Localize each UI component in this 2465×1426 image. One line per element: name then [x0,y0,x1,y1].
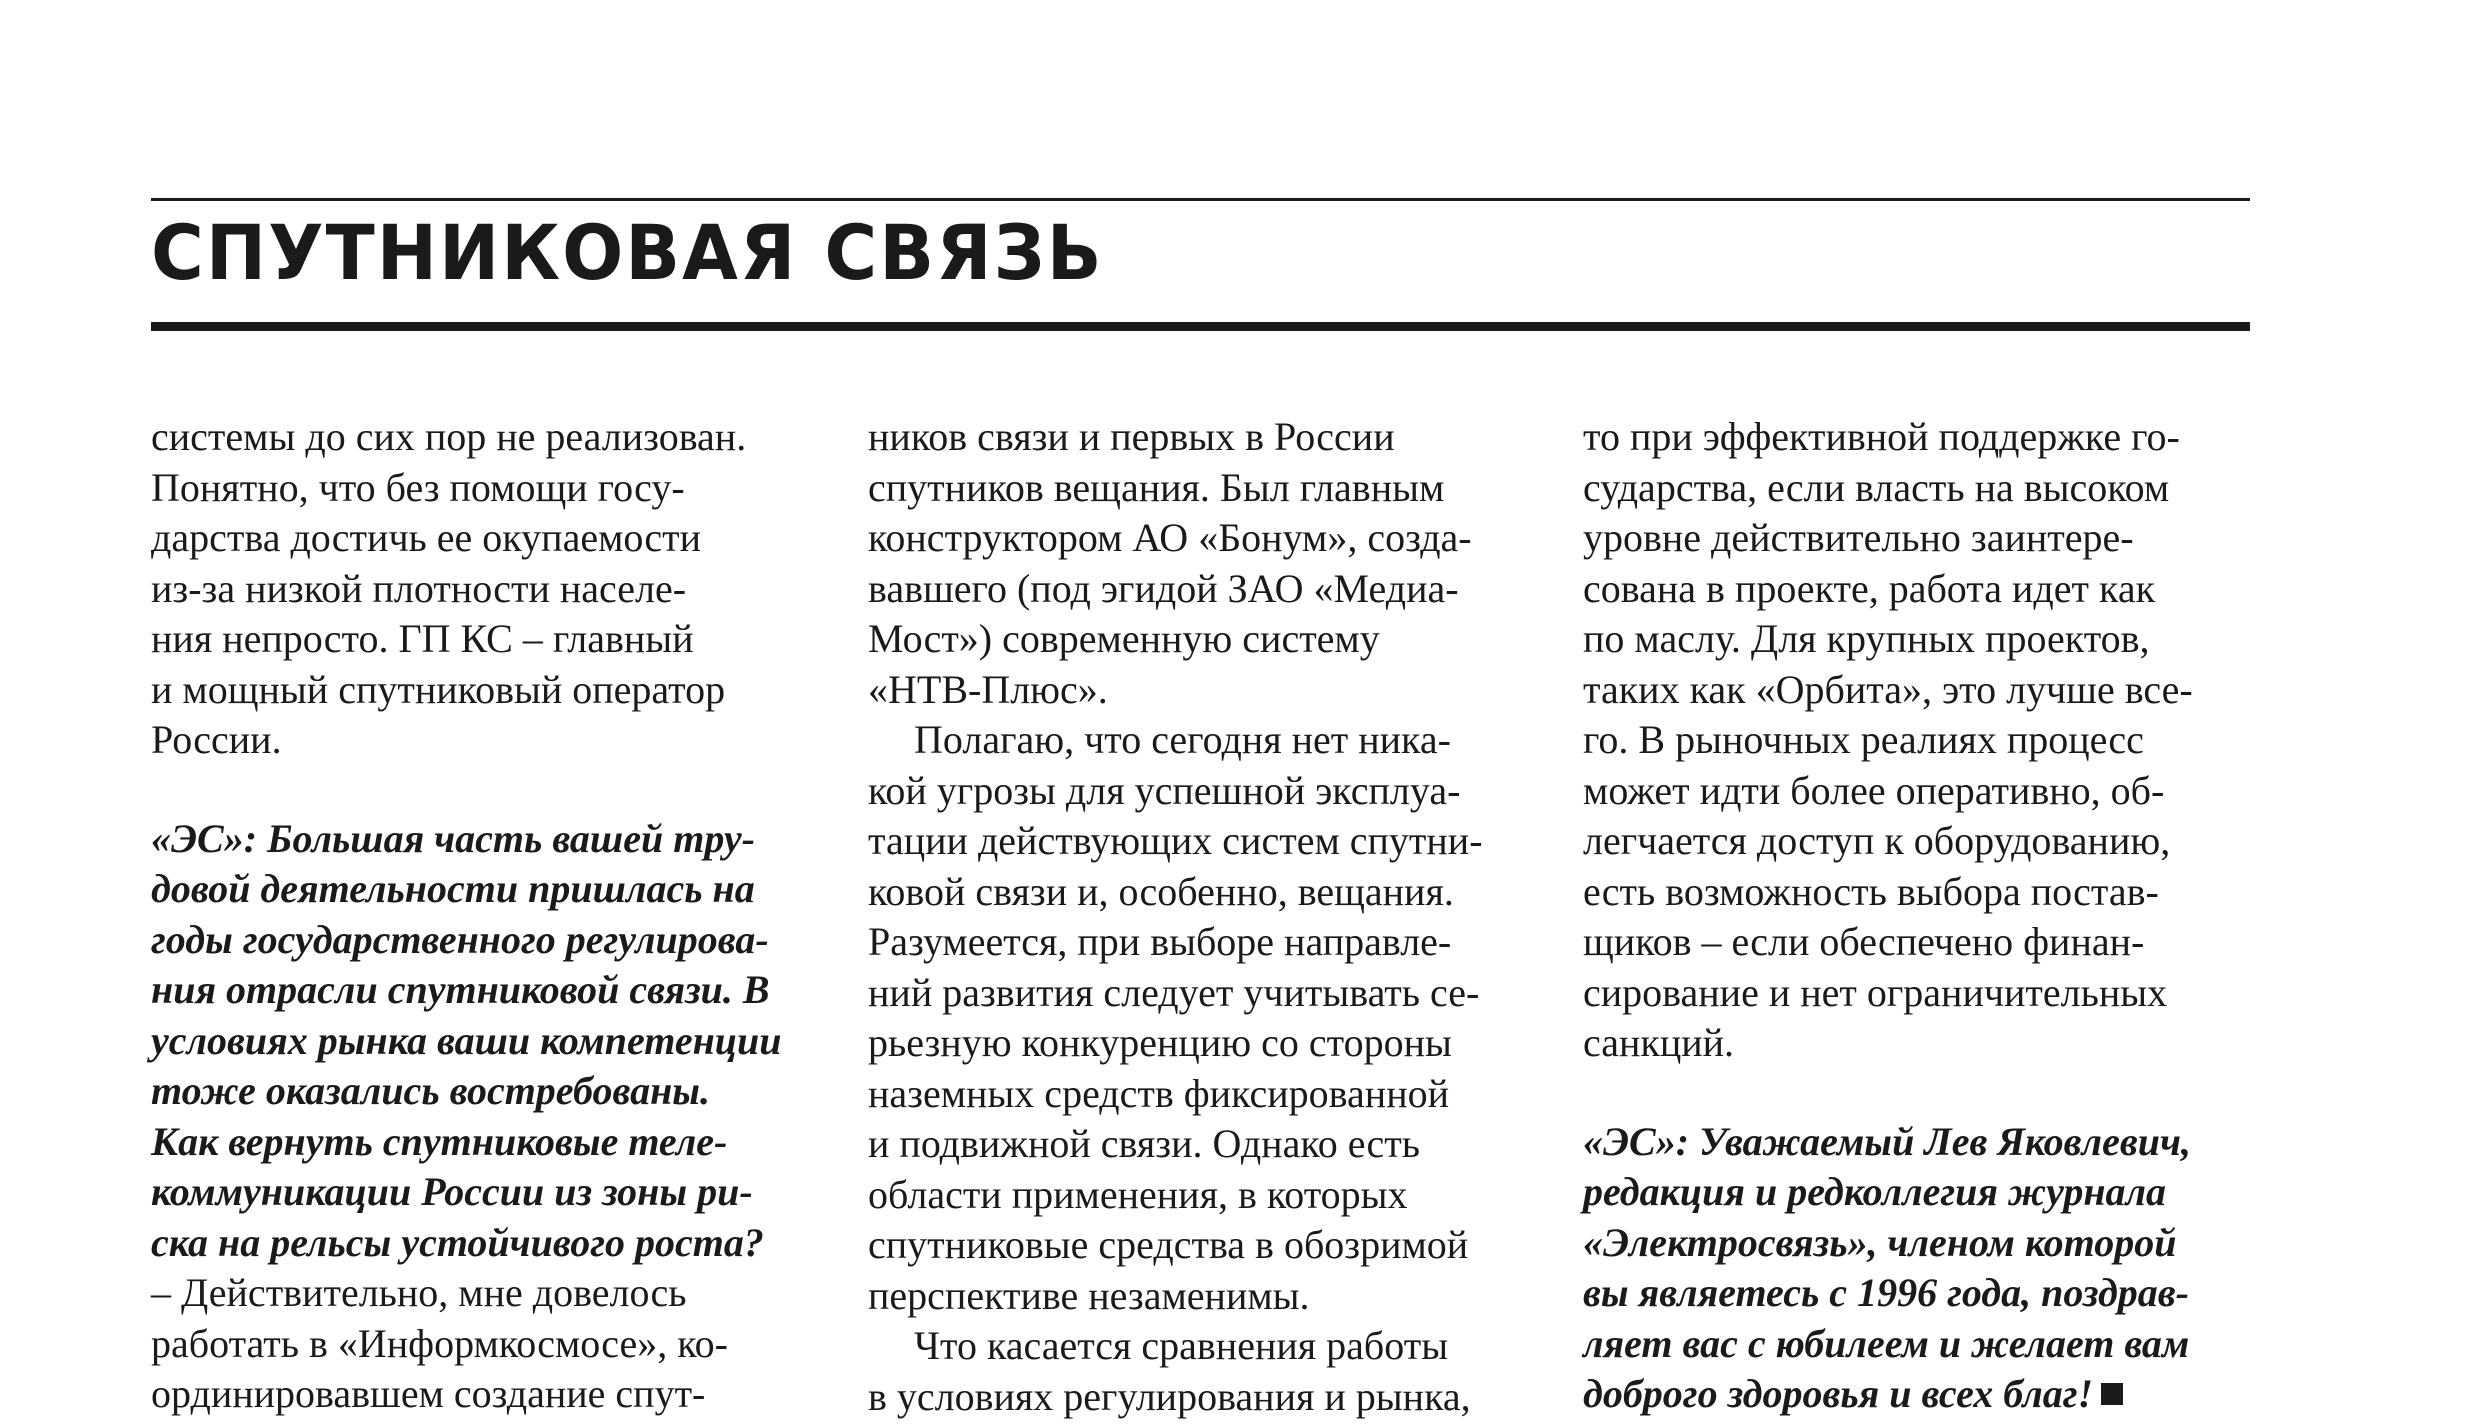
question-line: доброго здоровья и всех благ! [1583,1369,2253,1420]
text-column-1 [151,412,811,1420]
text-line: дарства достичь ее окупаемости [151,515,702,560]
text-line: России. [151,717,282,762]
text-line: сована в проекте, работа идет как [1583,565,2156,611]
text-line: спутниковые средства в обозримой [868,1222,1469,1267]
text-line: ний развития следует учитывать се- [868,969,1480,1015]
text-line: работать в «Информкосмосе», ко- [151,1320,728,1366]
text-column-2 [868,412,1548,1422]
text-line: то при эффективной поддержке го- [1583,414,2180,459]
text-line: Мост») современную систему [868,616,1380,661]
question-line: ляет вас с юбилеем и желает вам [1583,1320,2190,1366]
text-line: кой угрозы для успешной эксплуа- [868,767,1461,813]
text-column-3 [1583,412,2253,1420]
text-line: сирование и нет ограничительных [1583,969,2168,1015]
text-line: и подвижной связи. Однако есть [868,1121,1420,1166]
question-line: «ЭС»: Большая часть вашей тру- [151,815,755,861]
text-line: вавшего (под эгидой ЗАО «Медиа- [868,565,1459,611]
question-line: «Электросвязь», членом которой [1583,1219,2177,1265]
text-line: таких как «Орбита», это лучше все- [1583,666,2193,712]
question-line: ска на рельсы устойчивого роста? [151,1219,764,1265]
text-line: конструктором АО «Бонум», созда- [868,515,1472,560]
text-line: перспективе незаменимы. [868,1272,1310,1318]
text-line: системы до сих пор не реализован. [151,414,747,459]
top-rule [151,198,2250,201]
text-line: Разумеется, при выборе направле- [868,919,1452,964]
question-line: условиях рынка ваши компетенции [151,1017,782,1063]
paragraph-gap [1583,1069,2253,1117]
question-line: годы государственного регулирова- [151,916,769,962]
text-line: и мощный спутниковый оператор [151,666,726,712]
question-line: ния отрасли спутниковой связи. В [151,967,770,1012]
paragraph-gap [151,766,811,814]
question-line: Как вернуть спутниковые теле- [151,1118,728,1164]
question-line: коммуникации России из зоны ри- [151,1169,753,1214]
text-line: наземных средств фиксированной [868,1070,1450,1116]
text-line: ординировавшем создание спут- [151,1371,706,1416]
text-line: рьезную конкуренцию со стороны [868,1020,1452,1065]
text-line: Понятно, что без помощи госу- [151,464,685,510]
text-line: есть возможность выбора постав- [1583,868,2159,914]
text-line: области применения, в которых [868,1171,1408,1217]
text-line: ковой связи и, особенно, вещания. [868,868,1454,914]
question-line: тоже оказались востребованы. [151,1068,711,1113]
question-line: довой деятельности пришлась на [151,866,755,911]
title-rule [151,322,2250,331]
question-line: «ЭС»: Уважаемый Лев Яковлевич, [1583,1118,2191,1164]
text-line: в условиях регулирования и рынка, [868,1373,1471,1419]
text-line: Полагаю, что сегодня нет ника- [914,717,1451,762]
text-line: ников связи и первых в России [868,414,1395,459]
text-line: из-за низкой плотности населе- [151,565,687,611]
text-line: сударства, если власть на высоком [1583,464,2170,510]
text-line: – Действительно, мне довелось [151,1270,687,1315]
question-line: вы являетесь с 1996 года, поздрав- [1583,1270,2189,1315]
text-line: го. В рыночных реалиях процесс [1583,717,2144,762]
text-line: ния непросто. ГП КС – главный [151,616,694,661]
text-line: спутников вещания. Был главным [868,464,1445,510]
question-line: редакция и редколлегия журнала [1583,1169,2167,1214]
text-line: тации действующих систем спутни- [868,818,1483,863]
text-line: «НТВ-Плюс». [868,666,1108,712]
section-title: СПУТНИКОВАЯ СВЯЗЬ [151,208,1104,297]
text-line: санкций. [1583,1020,1735,1065]
text-line: Что касается сравнения работы [914,1323,1449,1368]
text-line: может идти более оперативно, об- [1583,767,2165,813]
text-line: легчается доступ к оборудованию, [1583,818,2171,863]
text-line: уровне действительно заинтере- [1583,515,2134,560]
text-line: по маслу. Для крупных проектов, [1583,616,2150,661]
text-line: щиков – если обеспечено финан- [1583,919,2145,964]
end-of-article-mark [2101,1383,2123,1405]
